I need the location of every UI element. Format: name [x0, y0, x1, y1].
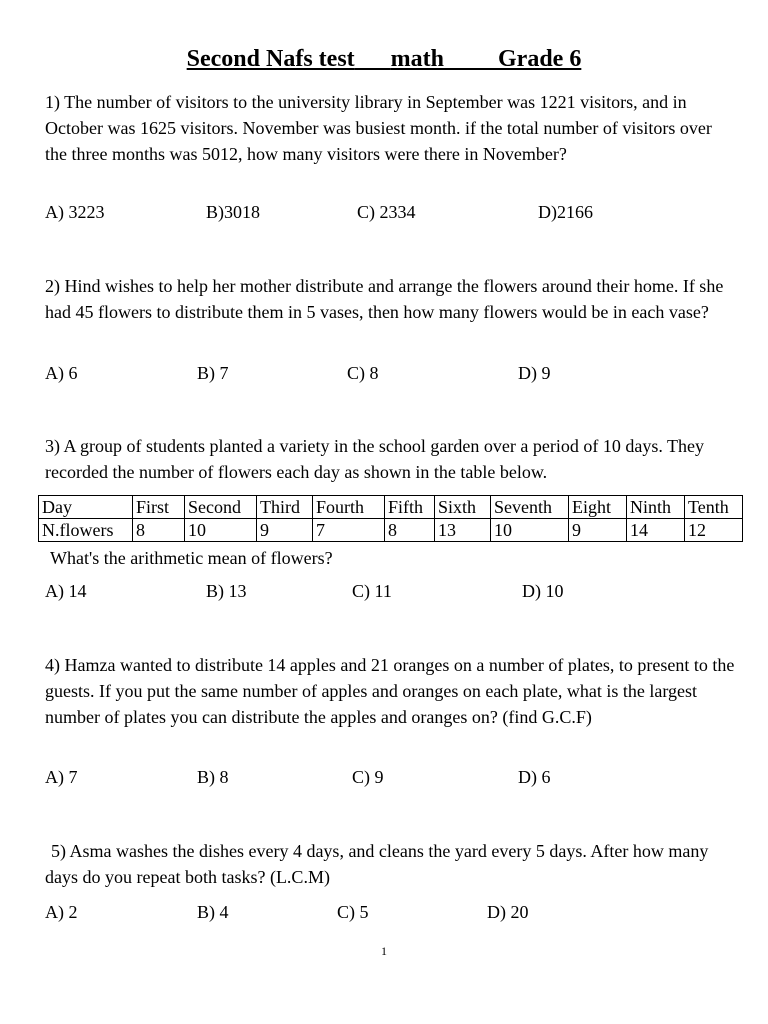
title-gap-2	[444, 46, 498, 72]
question-3-option-b[interactable]: B) 13	[206, 581, 247, 601]
table-cell: 12	[685, 519, 743, 542]
question-3-options	[45, 581, 745, 607]
title-subject: math	[390, 46, 444, 72]
question-5-text	[45, 838, 735, 890]
table-cell: 10	[185, 519, 257, 542]
page-title	[0, 46, 768, 73]
question-3-option-c[interactable]: C) 11	[352, 581, 392, 601]
table-cell: Second	[185, 496, 257, 519]
question-1-option-d[interactable]: D)2166	[538, 202, 593, 222]
table-cell: 8	[385, 519, 435, 542]
question-5-option-d[interactable]: D) 20	[487, 902, 529, 922]
question-5-text-inner: 5) Asma washes the dishes every 4 days, and cleans the yard every 5 days. After how many days do you repeat both tasks? (L.C.M)	[45, 841, 709, 887]
table-cell: Third	[257, 496, 313, 519]
table-cell: Sixth	[435, 496, 491, 519]
question-4-options	[45, 767, 745, 793]
table-cell: Tenth	[685, 496, 743, 519]
question-2-options	[45, 363, 745, 389]
question-5-option-a[interactable]: A) 2	[45, 902, 78, 922]
question-4-option-b[interactable]: B) 8	[197, 767, 229, 787]
question-2-option-b[interactable]: B) 7	[197, 363, 229, 383]
title-gap-1	[355, 46, 391, 72]
table-cell: Fifth	[385, 496, 435, 519]
question-4-text: 4) Hamza wanted to distribute 14 apples and 21 oranges on a number of plates, to present to the guests. If you put the same number of apples and oranges on each plate, what is the largest number of plates you can distribute the apples and oranges on? (find G.C.F)	[45, 655, 735, 727]
table-cell: 10	[491, 519, 569, 542]
table-cell: 9	[257, 519, 313, 542]
question-3-prompt: What's the arithmetic mean of flowers?	[50, 548, 333, 568]
table-cell: Eight	[569, 496, 627, 519]
page-number: 1	[381, 944, 387, 958]
title-grade: Grade 6	[498, 46, 582, 72]
table-cell: N.flowers	[39, 519, 133, 542]
table-cell: 7	[313, 519, 385, 542]
table-cell: 14	[627, 519, 685, 542]
table-row	[39, 519, 743, 542]
table-cell: 13	[435, 519, 491, 542]
question-1-option-b[interactable]: B)3018	[206, 202, 260, 222]
question-1-text: 1) The number of visitors to the university library in September was 1221 visitors, and in October was 1625 visitors. November was busiest month. if the total number of visitors over the three months was 5012, how many visitors were there in November?	[45, 92, 712, 164]
table-cell: Fourth	[313, 496, 385, 519]
question-2-option-d[interactable]: D) 9	[518, 363, 551, 383]
question-1-option-a[interactable]: A) 3223	[45, 202, 105, 222]
question-1-options	[45, 202, 745, 228]
table-cell: 9	[569, 519, 627, 542]
table-cell: Seventh	[491, 496, 569, 519]
question-4-option-d[interactable]: D) 6	[518, 767, 551, 787]
question-3-option-d[interactable]: D) 10	[522, 581, 564, 601]
question-5-options	[45, 902, 745, 928]
table-cell: Ninth	[627, 496, 685, 519]
question-4-option-a[interactable]: A) 7	[45, 767, 78, 787]
flowers-table	[38, 495, 743, 542]
question-5-option-c[interactable]: C) 5	[337, 902, 369, 922]
title-test-name: Second Nafs test	[186, 46, 355, 72]
question-3-option-a[interactable]: A) 14	[45, 581, 87, 601]
question-1-option-c[interactable]: C) 2334	[357, 202, 416, 222]
question-2-text: 2) Hind wishes to help her mother distribute and arrange the flowers around their home. If she had 45 flowers to distribute them in 5 vases, then how many flowers would be in each vase?	[45, 276, 724, 322]
question-2-option-a[interactable]: A) 6	[45, 363, 78, 383]
table-cell: Day	[39, 496, 133, 519]
question-5-option-b[interactable]: B) 4	[197, 902, 229, 922]
table-header-row	[39, 496, 743, 519]
table-cell: 8	[133, 519, 185, 542]
question-2-option-c[interactable]: C) 8	[347, 363, 379, 383]
question-4-option-c[interactable]: C) 9	[352, 767, 384, 787]
question-3-text: 3) A group of students planted a variety in the school garden over a period of 10 days. They recorded the number of flowers each day as shown in the table below.	[45, 436, 705, 482]
table-cell: First	[133, 496, 185, 519]
